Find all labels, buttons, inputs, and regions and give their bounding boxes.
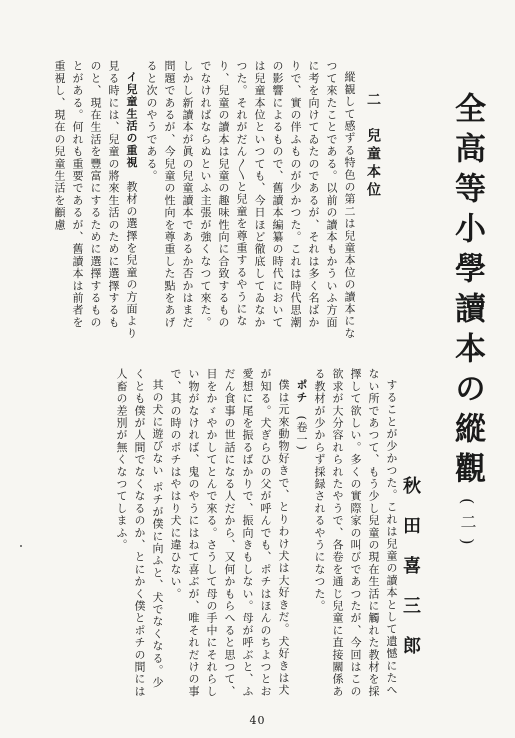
body-text-upper-left xyxy=(28,60,140,340)
body-text-upper-right xyxy=(146,60,358,340)
example-title: ポチ xyxy=(295,379,308,404)
article-title-suffix: (二) xyxy=(458,498,477,554)
article-title xyxy=(445,92,490,554)
subsection-label: イ兒童生活の重視 xyxy=(125,71,138,169)
article-title-text: 全高等小學讀本の縱觀 xyxy=(449,92,485,492)
body-text-lower-right xyxy=(115,368,400,698)
page-number: 40 xyxy=(249,714,266,727)
example-paragraph: 其の犬に遊びない ポチが僕に向ふと、犬でなくなる。少くとも僕が人間でなくなるのか、とにかく僕とポチの間には人畜の差別が無くなつてしまふ。 xyxy=(115,368,164,698)
example-heading xyxy=(292,368,310,698)
paragraph-text: 教材の選擇を兒童の方面より見る時には、兒童の將來生活のために選擇するものと、現在生活を豐富にするために選擇するものとがある。何れも重要であるが、舊讀本は前者を重視し、現在の兒童生活を顧慮 xyxy=(53,60,138,340)
section-heading xyxy=(363,92,383,222)
example-paragraph: 僕は元來動物好きで、とりわけ犬は大好きだ。犬好きは犬が知る。犬ぎらひの父が呼んでも、ポチはほんのちよつとお愛想に尾を振るばかりで、振向きもしない。母が呼ぶと、ふだん食事の世話になる人だから、又何かもらへると思つて、目をかゞやかしてとんで來る。さうして母の手中にそれらしい物がなければ、鬼のやうにはねて喜ぶが、唯それだけの事で、其の時のポチはやはり犬に違ひない。 xyxy=(169,368,290,698)
paragraph xyxy=(50,60,140,340)
paragraph: 縱観して感ずる特色の第二は兒童本位の讀本になつて來たことである。以前の讀本もかういふ方面に考を向けてゐたのであるが、それは多く名ばかりで、實の伴ふものが少かつた。これは時代思潮の影響によるもので、舊讀本編纂の時代においては兒童本位といつても、今日ほど徹底してゐなかつた。それがだん〳〵と兒童を尊重するやうになり、兒童の讀本は兒童の趣味性向に合致するものでなければならぬといふ主張が強くなつて來た。しかし新讀本が眞の兒童讀本であるか否かはまだ問題であるが、今兒童の性向を尊重した點をあげると次のやうである。 xyxy=(145,60,356,340)
paragraph: することが少かつた。これは兒童の讀本として遺憾にたへない所であつて、もう少し兒童の現在生活に觸れた教材を採擇して欲しい。多くの實際家の叫びであつたが、今回はこの欲求が大分容れられたやうで、各卷を通じ兒童に直接關係ある教材が少からず採録されるやうになつた。 xyxy=(313,368,398,698)
author-name: 秋田喜三郎 xyxy=(400,476,421,676)
paper-speck xyxy=(20,545,22,547)
section-heading-text: 兒童本位 xyxy=(365,128,381,200)
example-volume: (卷一) xyxy=(295,415,308,451)
section-number: 二 xyxy=(365,92,381,110)
